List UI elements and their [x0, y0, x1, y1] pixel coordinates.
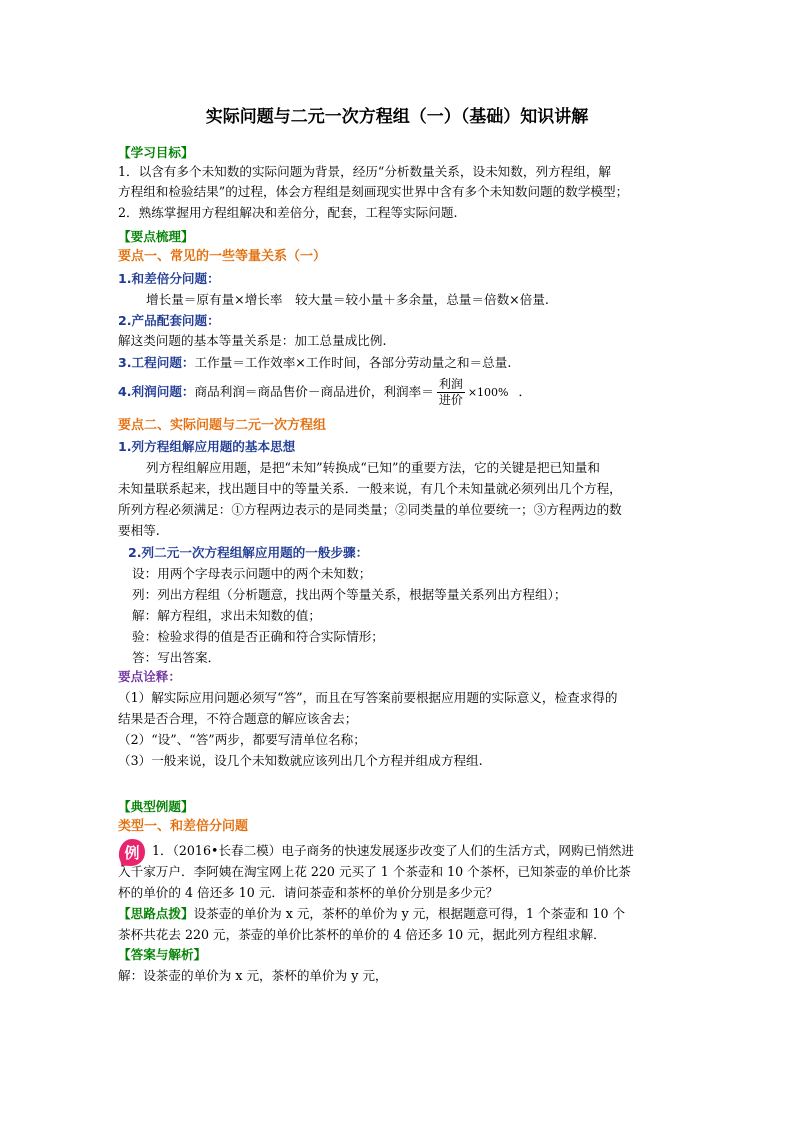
method-1-para-3: 所列方程必须满足：①方程两边表示的是同类量；②同类量的单位要统一；③方程两边的数	[118, 502, 622, 517]
question-line-1: 1．（2016•长春二模）电子商务的快速发展逐步改变了人们的生活方式，网购已悄然进	[152, 843, 634, 858]
question-line-2: 入千家万户．李阿姨在淘宝网上花 220 元买了 1 个茶壶和 10 个茶杯，已知茶壶的单价比茶	[118, 864, 631, 879]
note-heading: 要点诠释：	[118, 669, 181, 684]
subsection-4-text: 商品利润＝商品售价－商品进价，利润率＝	[194, 384, 434, 399]
step-check: 验：检验求得的值是否正确和符合实际情形；	[132, 629, 384, 644]
answer-line-1: 解：设茶壶的单价为 x 元，茶杯的单价为 y 元，	[118, 968, 388, 983]
keypoint-1-title: 要点一、常见的一些等量关系（一）	[118, 249, 327, 264]
note-1-line-1: （1）解实际应用问题必须写“答”，而且在写答案前要根据应用题的实际意义，检查求得的	[118, 690, 618, 705]
example-type-1-title: 类型一、和差倍分问题	[118, 819, 249, 834]
examples-heading: 【典型例题】	[118, 799, 194, 814]
subsection-2-title: 2.产品配套问题：	[118, 313, 220, 328]
hint-text-1: 设茶壶的单价为 x 元，茶杯的单价为 y 元，根据题意可得，1 个茶壶和 10 个	[193, 906, 626, 921]
fraction-numerator: 利润	[438, 377, 463, 391]
method-1-para-1: 列方程组解应用题，是把“未知”转换成“已知”的重要方法，它的关键是把已知量和	[146, 460, 600, 475]
subsection-4-title: 4.利润问题：	[118, 384, 195, 399]
example-badge-label: 例	[124, 844, 140, 862]
fraction-multiplier: ×100%	[467, 386, 509, 399]
subsection-2-text: 解这类问题的基本等量关系是：加工总量成比例.	[118, 333, 387, 348]
hint-line-1	[118, 905, 625, 923]
subsection-3-title: 3.工程问题：	[118, 355, 195, 370]
method-1-para-4: 要相等.	[118, 523, 160, 538]
step-answer: 答：写出答案．	[132, 650, 221, 665]
document-title: 实际问题与二元一次方程组（一）（基础）知识讲解	[205, 107, 589, 127]
method-1-title: 1.列方程组解应用题的基本思想	[118, 439, 296, 454]
step-set: 设：用两个字母表示问题中的两个未知数；	[132, 566, 372, 581]
learning-goals-heading: 【学习目标】	[118, 145, 194, 160]
note-1-line-2: 结果是否合理，不符合题意的解应该舍去；	[118, 711, 358, 726]
hint-heading: 【思路点拨】	[118, 906, 194, 921]
goal-line-1: 1．以含有多个未知数的实际问题为背景，经历“分析数量关系，设未知数，列方程组，解	[118, 164, 612, 179]
goal-line-2: 方程组和检验结果”的过程，体会方程组是刻画现实世界中含有多个未知数问题的数学模型；	[118, 184, 629, 199]
step-solve: 解：解方程组，求出未知数的值；	[132, 608, 321, 623]
subsection-4-end: ．	[518, 384, 532, 399]
subsection-3-text: 工作量＝工作效率×工作时间，各部分劳动量之和＝总量.	[194, 355, 512, 370]
question-line-3: 杯的单价的 4 倍还多 10 元．请问茶壶和茶杯的单价分别是多少元？	[118, 885, 499, 900]
fraction-denominator: 进价	[438, 393, 463, 407]
keypoint-2-title: 要点二、实际问题与二元一次方程组	[118, 418, 327, 433]
note-2: （2）“设”、“答”两步，都要写清单位名称；	[118, 732, 366, 747]
hint-line-2: 茶杯共花去 220 元，茶壶的单价比茶杯的单价的 4 倍还多 10 元，据此列方程组求解．	[118, 927, 606, 942]
subsection-3	[118, 354, 511, 372]
profit-rate-fraction	[437, 377, 465, 408]
goal-line-3: 2．熟练掌握用方程组解决和差倍分，配套，工程等实际问题.	[118, 205, 458, 220]
subsection-1-text: 增长量＝原有量×增长率 较大量＝较小量＋多余量，总量＝倍数×倍量.	[146, 292, 549, 307]
subsection-4	[118, 375, 531, 410]
method-1-para-2: 未知量联系起来，找出题目中的等量关系．一般来说，有几个未知量就必须列出几个方程，	[118, 481, 622, 496]
step-list: 列：列出方程组（分析题意，找出两个等量关系，根据等量关系列出方程组）；	[132, 587, 567, 602]
summary-heading: 【要点梳理】	[118, 229, 194, 244]
note-3: （3）一般来说，设几个未知数就应该列出几个方程并组成方程组.	[118, 753, 483, 768]
answer-heading: 【答案与解析】	[118, 947, 207, 962]
method-2-title: 2.列二元一次方程组解应用题的一般步骤：	[128, 545, 369, 560]
subsection-1-title: 1.和差倍分问题：	[118, 271, 220, 286]
